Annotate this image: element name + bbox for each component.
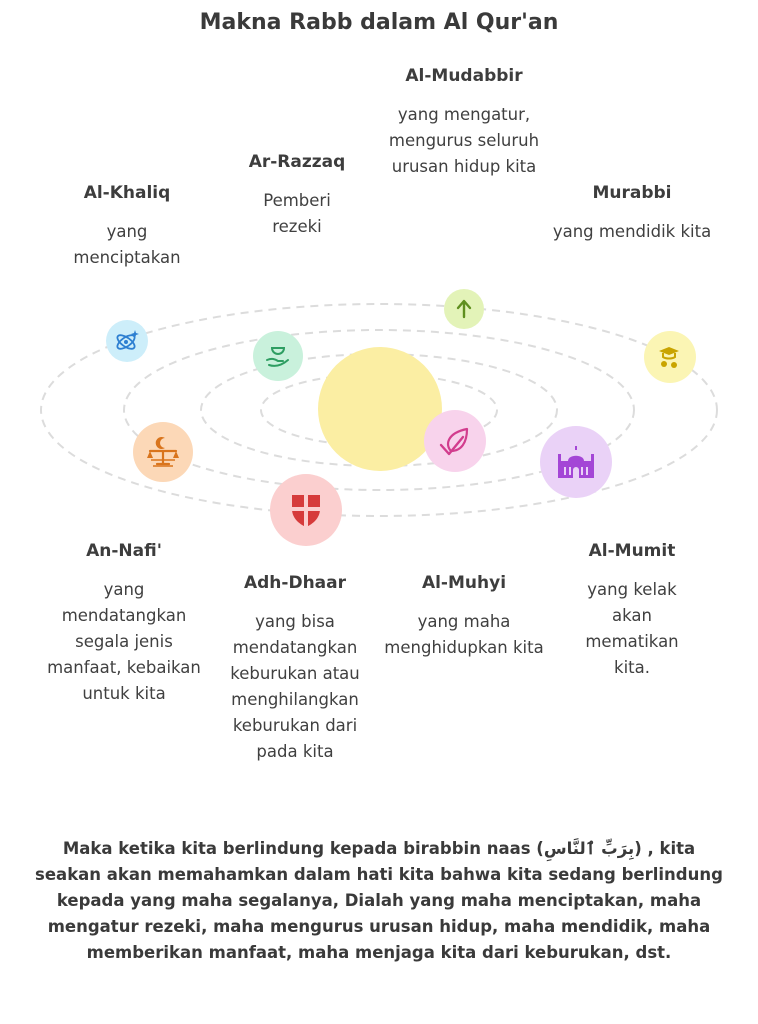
label-desc: yang maha menghidupkan kita: [384, 612, 544, 657]
crescent-scale-icon: [145, 434, 181, 470]
planet-al-muhyi[interactable]: [424, 410, 486, 472]
label-al-muhyi: [384, 573, 544, 661]
label-desc: yang menciptakan: [73, 222, 181, 267]
label-adh-dhaar: [211, 573, 379, 765]
label-name: An-Nafi': [86, 541, 162, 561]
label-name: Al-Muhyi: [421, 573, 507, 593]
planet-al-mudabbir[interactable]: [444, 289, 484, 329]
label-desc: yang mengatur, mengurus seluruh urusan hidup kita: [388, 105, 540, 176]
planet-al-khaliq[interactable]: [106, 320, 148, 362]
label-al-mudabbir: [379, 66, 549, 180]
planet-adh-dhaar[interactable]: [270, 474, 342, 546]
label-an-nafi: [40, 541, 208, 707]
giving-hand-icon: [263, 341, 293, 371]
summary-paragraph: Maka ketika kita berlindung kepada birabbin naas (بِرَبِّ ٱلنَّاسِ) , kita seakan akan memahamkan dalam hati kita bahwa kita sedang berlindung kepada yang maha segalanya, Dialah yang maha menciptakan, maha mengatur rezeki, maha mengurus urusan hidup, maha mendidik, maha memberikan manfaat, maha menjaga kita dari keburukan, dst.: [35, 839, 723, 962]
sun: [318, 347, 442, 471]
leaf-check-icon: [437, 423, 473, 459]
label-desc: yang bisa mendatangkan keburukan atau menghilangkan keburukan dari pada kita: [230, 612, 360, 761]
label-name: Adh-Dhaar: [243, 573, 347, 593]
planet-al-mumit[interactable]: [540, 426, 612, 498]
page-title: Makna Rabb dalam Al Qur'an: [199, 10, 559, 35]
label-desc: yang mendidik kita: [552, 222, 712, 241]
label-ar-razzaq: [222, 152, 372, 240]
label-name: Al-Khaliq: [83, 183, 171, 203]
label-desc: yang kelak akan mematikan kita.: [585, 580, 679, 677]
label-name: Ar-Razzaq: [248, 152, 346, 172]
atom-icon: [113, 327, 141, 355]
label-desc: yang mendatangkan segala jenis manfaat, kebaikan untuk kita: [47, 580, 201, 703]
graduation-cap-icon: [655, 342, 685, 372]
label-al-mumit: [567, 541, 697, 681]
planet-ar-razzaq[interactable]: [253, 331, 303, 381]
label-name: Al-Mudabbir: [405, 66, 523, 86]
shield-icon: [285, 489, 327, 531]
arrow-up-icon: [452, 297, 476, 321]
label-name: Al-Mumit: [588, 541, 676, 561]
label-name: Murabbi: [592, 183, 672, 203]
label-al-khaliq: [52, 183, 202, 271]
planet-an-nafi[interactable]: [133, 422, 193, 482]
label-murabbi: [547, 183, 717, 245]
label-desc: Pemberi rezeki: [263, 191, 331, 236]
planet-murabbi[interactable]: [644, 331, 696, 383]
mosque-icon: [555, 441, 597, 483]
